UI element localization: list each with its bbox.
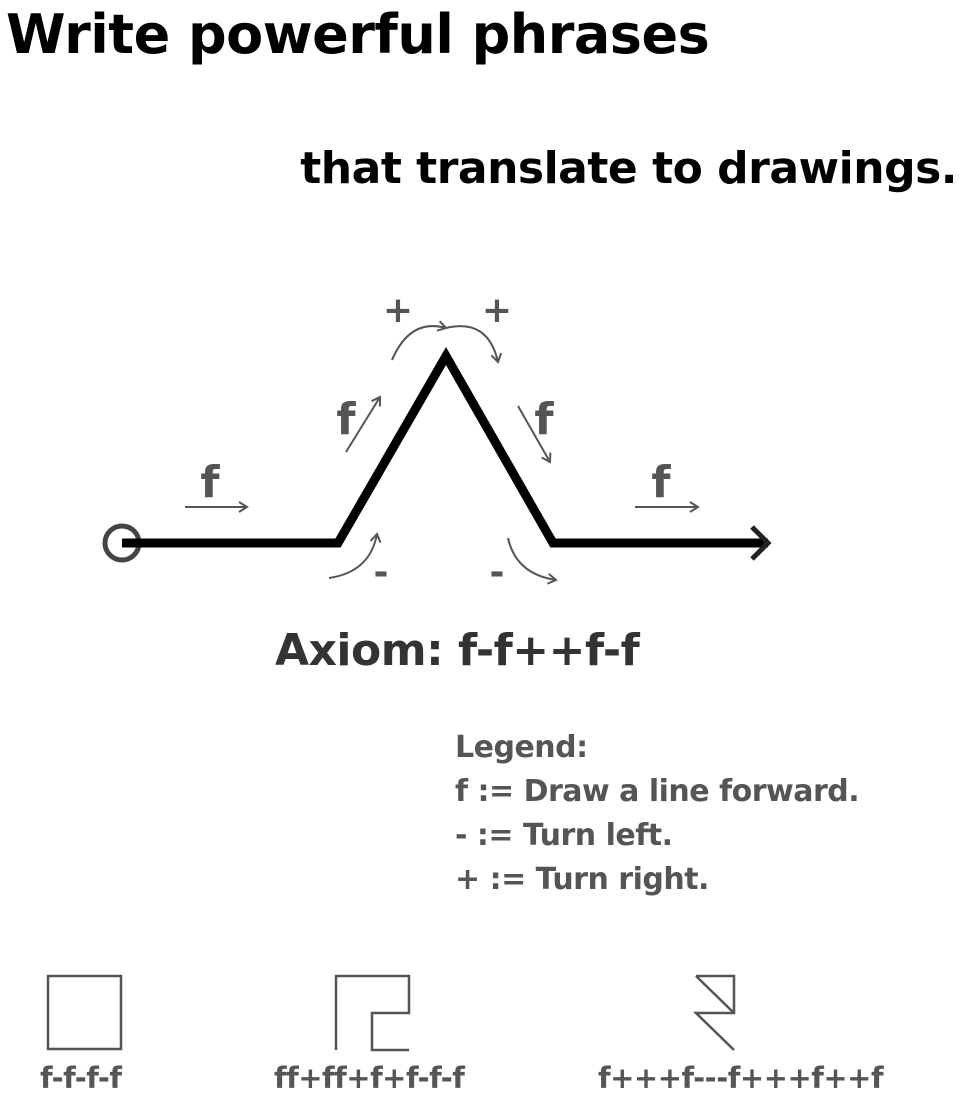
turn-right-arrow-icon [446,326,498,362]
example-label: f-f-f-f [40,1061,122,1095]
path-shape-icon [336,976,409,1050]
legend-item: - := Turn left. [455,818,673,853]
path-shape-icon [696,976,734,1050]
example-square-drawing [38,968,138,1058]
example-drawing [684,968,784,1058]
segment-label: f [534,394,554,445]
turn-label: - [489,552,505,593]
segment-label: f [200,457,220,508]
legend [455,726,859,902]
turn-label: - [373,552,389,593]
legend-item: + := Turn right. [455,862,709,897]
example-label: ff+ff+f+f-f-f [274,1061,465,1095]
example-label: f+++f---f+++f++f [598,1061,884,1095]
turtle-diagram [0,270,959,610]
turtle-path [122,356,768,543]
turn-label: + [481,290,513,331]
turn-right-arrow-icon [392,326,446,360]
headline-title: Write powerful phrases [6,3,710,66]
example-drawing [322,968,422,1058]
segment-label: f [651,457,671,508]
path-shape-icon [696,976,734,1013]
legend-title: Legend: [455,730,588,765]
turn-label: + [382,290,414,331]
segment-label: f [336,394,356,445]
square-shape-icon [48,976,121,1049]
axiom-text: Axiom: f-f++f-f [275,625,640,676]
legend-item: f := Draw a line forward. [455,774,860,809]
headline-subtitle: that translate to drawings. [300,143,957,194]
